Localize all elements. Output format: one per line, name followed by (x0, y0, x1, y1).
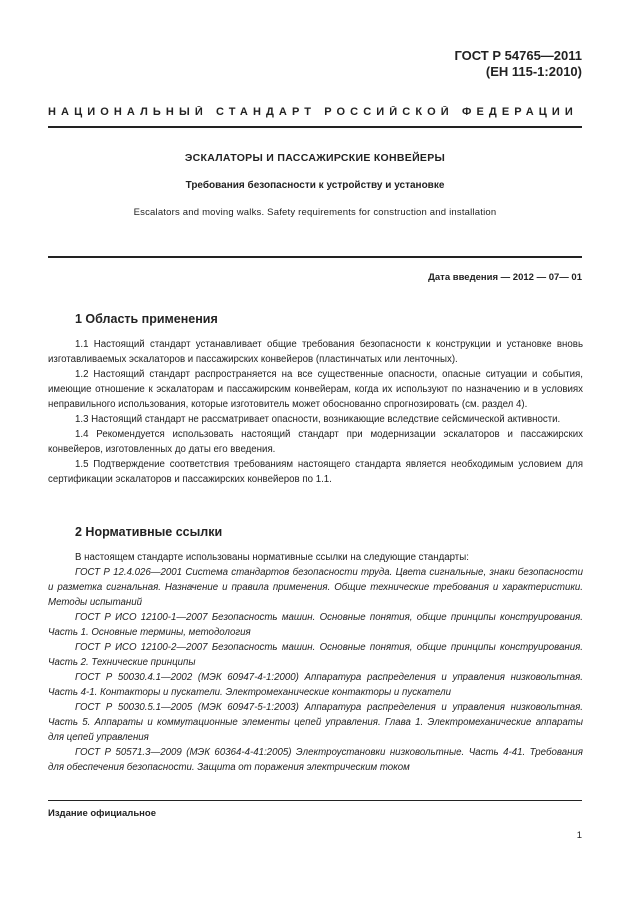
official-edition-label: Издание официальное (48, 808, 156, 819)
paragraph: 1.4 Рекомендуется использовать настоящий стандарт при модернизации эскалаторов и пассажирских конвейеров, изготовленных до даты его введения. (48, 429, 583, 455)
european-reference: (ЕН 115-1:2010) (485, 64, 582, 79)
section-heading: 1 Область применения (75, 312, 218, 326)
introduction-date: Дата введения — 2012 — 07— 01 (428, 272, 582, 283)
section-scope (48, 312, 583, 487)
paragraph: 1.5 Подтверждение соответствия требованиям настоящего стандарта является необходимым условием для сертификации эскалаторов и пассажирских конвейеров по 1.1. (48, 459, 583, 485)
reference-item: ГОСТ Р 50030.4.1—2002 (МЭК 60947-4-1:2000) Аппаратура распределения и управления низковольтная. Часть 4-1. Контакторы и пускатели. Электромеханические контакторы и пускатели (48, 672, 583, 698)
paragraph: 1.3 Настоящий стандарт не рассматривает опасности, возникающие вследствие сейсмической активности. (75, 414, 561, 425)
document-title: ЭСКАЛАТОРЫ И ПАССАЖИРСКИЕ КОНВЕЙЕРЫ (184, 152, 446, 164)
reference-item: ГОСТ Р ИСО 12100-2—2007 Безопасность машин. Основные понятия, общие принципы конструирования. Часть 2. Технические принципы (48, 642, 583, 668)
document-subtitle: Требования безопасности к устройству и установке (185, 180, 445, 191)
english-title: Escalators and moving walks. Safety requirements for construction and installation (133, 207, 497, 218)
reference-item: ГОСТ Р 50571.3—2009 (МЭК 60364-4-41:2005) Электроустановки низковольтные. Часть 4-41. Требования для обеспечения безопасности. Защита от поражения электрическим током (48, 747, 583, 773)
national-standard-line: НАЦИОНАЛЬНЫЙ СТАНДАРТ РОССИЙСКОЙ ФЕДЕРАЦИИ (48, 106, 578, 118)
paragraph: 1.1 Настоящий стандарт устанавливает общие требования безопасности к конструкции и установке вновь изготавливаемых эскалаторов и пассажирских конвейеров (пластинчатых или ленточных). (48, 339, 583, 365)
title-divider (48, 256, 582, 258)
section-heading: 2 Нормативные ссылки (75, 525, 223, 539)
reference-item: ГОСТ Р ИСО 12100-1—2007 Безопасность машин. Основные понятия, общие принципы конструирования. Часть 1. Основные термины, методология (48, 612, 583, 638)
top-divider (48, 126, 582, 128)
footer-divider (48, 800, 582, 801)
paragraph: В настоящем стандарте использованы нормативные ссылки на следующие стандарты: (75, 552, 469, 563)
reference-item: ГОСТ Р 12.4.026—2001 Система стандартов безопасности труда. Цвета сигнальные, знаки безопасности и разметка сигнальная. Назначение и правила применения. Общие технические требования и характеристики. Методы испытаний (48, 567, 583, 608)
page-number: 1 (576, 830, 582, 841)
reference-item: ГОСТ Р 50030.5.1—2005 (МЭК 60947-5-1:2003) Аппаратура распределения и управления низковольтная. Часть 5. Аппараты и коммутационные элементы цепей управления. Глава 1. Электромеханические аппараты для цепей управления (48, 702, 583, 743)
paragraph: 1.2 Настоящий стандарт распространяется на все существенные опасности, опасные ситуации и события, имеющие отношение к эскалаторам и пассажирским конвейерам, когда их используют по назначению и в условиях неправильного использования, которые изготовитель может обоснованно спрогнозировать (см. раздел 4). (48, 369, 583, 410)
section-references (48, 525, 583, 775)
standard-number: ГОСТ Р 54765—2011 (454, 48, 582, 63)
standard-designation (454, 48, 582, 80)
